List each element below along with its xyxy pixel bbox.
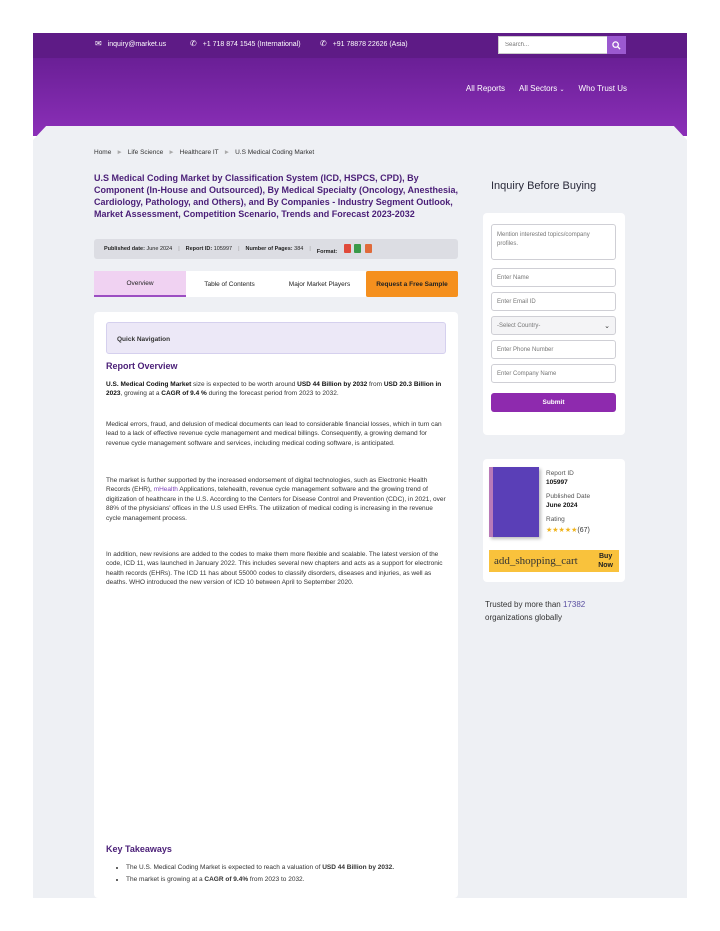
report-tabs: [94, 271, 458, 297]
report-meta-bar: Published date: June 2024 | Report ID: 105997 | Number of Pages: 384 | Format:: [94, 239, 458, 259]
chevron-down-icon: ⌄: [559, 87, 565, 93]
published-date: Published date: June 2024: [104, 246, 173, 252]
rating-label: Rating: [546, 516, 565, 523]
country-select[interactable]: -Select Country- ⌄: [491, 316, 616, 335]
ppt-icon: [365, 244, 372, 253]
mail-icon: ✉: [95, 39, 102, 48]
format: Format:: [317, 244, 372, 255]
key-takeaways-heading: Key Takeaways: [106, 844, 172, 854]
topics-textarea[interactable]: Mention interested topics/company profiles.: [491, 224, 616, 260]
pdf-icon: [344, 244, 351, 253]
nav-who-trust-us[interactable]: Who Trust Us: [578, 84, 627, 93]
phone-asia-text: +91 78878 22626 (Asia): [332, 40, 408, 48]
overview-paragraph-2: Medical errors, fraud, and delusion of medical documents can lead to considerable financial losses, which in turn can lead to a lack of effective revenue cycle management and medical billings. Consequently, a growing demand for revenue cycle management software and services, including medical coding software, is anticipated.: [106, 421, 442, 447]
contact-phone-asia[interactable]: [320, 40, 408, 48]
email-input[interactable]: Enter Email ID: [491, 292, 616, 311]
phone-input[interactable]: Enter Phone Number: [491, 340, 616, 359]
submit-button[interactable]: Submit: [491, 393, 616, 412]
trusted-by-text: Trusted by more than 17382 organizations globally: [485, 600, 586, 622]
contact-email[interactable]: [95, 40, 166, 48]
tab-major-market-players[interactable]: Major Market Players: [273, 271, 366, 297]
chevron-down-icon: ⌄: [604, 322, 610, 330]
hero-banner: [33, 58, 687, 136]
mhealth-link[interactable]: mHealth: [153, 486, 178, 494]
rating-stars: [546, 526, 590, 534]
top-bar: [33, 33, 687, 58]
overview-paragraph-3: The market is further supported by the increased endorsement of digital technologies, such as Electronic Health Records (EHR), mHealth Applications, telehealth, revenue cycle management software and the growing trend of digitization of healthcare in the U.S. According to the Centers for Disease Control and Prevention (CDC), in 2021, over 88% of the physicians' offices in the U.S used EHRs. The utilization of medical coding is increasing in the revenue cycle management process.: [106, 477, 446, 522]
nav-all-reports[interactable]: All Reports: [465, 84, 506, 93]
star-icon: ★★★★★: [546, 527, 578, 534]
overview-paragraph-4: In addition, new revisions are added to the codes to make them more flexible and scalable. The latest version of the code, ICD 11, was launched in January 2022. This includes several new chapters and acts as a support for electronic health records (EHRs). The ICD 11 has about 55000 codes to classify disorders, diseases and injuries, as well as deaths. WHO introduced the new version of ICD 10 between April to September 2020.: [106, 551, 443, 587]
breadcrumb-separator-icon: ►: [223, 149, 231, 156]
nav-all-sectors-label: All Sectors: [519, 84, 558, 93]
tab-table-of-contents[interactable]: Table of Contents: [186, 271, 273, 297]
tab-overview[interactable]: Overview: [94, 271, 186, 297]
report-id-label: Report ID: [546, 470, 574, 477]
breadcrumb-home[interactable]: Home: [94, 149, 112, 156]
add-shopping-cart-icon: add_shopping_cart: [494, 555, 578, 567]
quick-navigation[interactable]: Quick Navigation: [106, 322, 446, 354]
report-id: Report ID: 105997: [185, 246, 233, 252]
buy-now-button[interactable]: [489, 550, 619, 572]
breadcrumb: [94, 149, 314, 156]
inquiry-form: [483, 213, 625, 435]
key-takeaways-list: [118, 862, 453, 886]
list-item: • The U.S. Medical Coding Market is expected to reach a valuation of USD 44 Billion by 2032.: [126, 862, 453, 874]
breadcrumb-life-science[interactable]: Life Science: [127, 149, 164, 156]
published-date-value: June 2024: [546, 502, 578, 509]
main-nav: [466, 84, 627, 93]
breadcrumb-healthcare-it[interactable]: Healthcare IT: [179, 149, 219, 156]
breadcrumb-current: U.S Medical Coding Market: [235, 149, 315, 156]
list-item: • The market is growing at a CAGR of 9.4% from 2023 to 2032.: [126, 874, 453, 886]
page-count: Number of Pages: 384: [245, 246, 304, 252]
published-date-label: Published Date: [546, 493, 591, 500]
excel-icon: [354, 244, 361, 253]
trusted-count: 17382: [562, 600, 586, 609]
rating-count: (67): [577, 527, 590, 534]
page-title: U.S Medical Coding Market by Classification System (ICD, HSPCS, CPD), By Component (In-House and Outsourced), By Medical Specialty (Oncology, Anesthesia, Cardiology, Pathology, and Others), and By Companies - Industry Segment Outlook, Market Assessment, Competition Scenario, Trends and Forecast 2023-2032: [94, 173, 459, 219]
buy-now-label: Buy Now: [598, 553, 613, 569]
request-sample-button[interactable]: Request a Free Sample: [366, 271, 458, 297]
search-icon: [612, 41, 621, 50]
name-input[interactable]: Enter Name: [491, 268, 616, 287]
breadcrumb-separator-icon: ►: [168, 149, 175, 156]
inquiry-heading: Inquiry Before Buying: [491, 180, 597, 192]
report-overview-heading: Report Overview: [106, 361, 178, 371]
email-text: inquiry@market.us: [107, 40, 167, 48]
nav-all-sectors[interactable]: [519, 84, 565, 93]
phone-intl-text: +1 718 874 1545 (International): [202, 40, 301, 48]
search-button[interactable]: [607, 36, 626, 54]
contact-phone-intl[interactable]: [190, 40, 301, 48]
report-id-value: 105997: [546, 479, 568, 486]
breadcrumb-separator-icon: ►: [116, 149, 123, 156]
content-area: [33, 140, 687, 898]
report-content-card: [94, 312, 458, 898]
phone-icon: ✆: [190, 39, 197, 48]
report-summary-card: [483, 459, 625, 582]
company-input[interactable]: Enter Company Name: [491, 364, 616, 383]
report-cover-image: [489, 467, 539, 537]
overview-paragraph-1: U.S. Medical Coding Market size is expected to be worth around USD 44 Billion by 2032 from USD 20.3 Billion in 2023, growing at a CAGR of 9.4 % during the forecast period from 2023 to 2032.: [106, 381, 442, 398]
phone-icon: ✆: [320, 39, 327, 48]
hero-bottom-shape: [33, 126, 687, 140]
